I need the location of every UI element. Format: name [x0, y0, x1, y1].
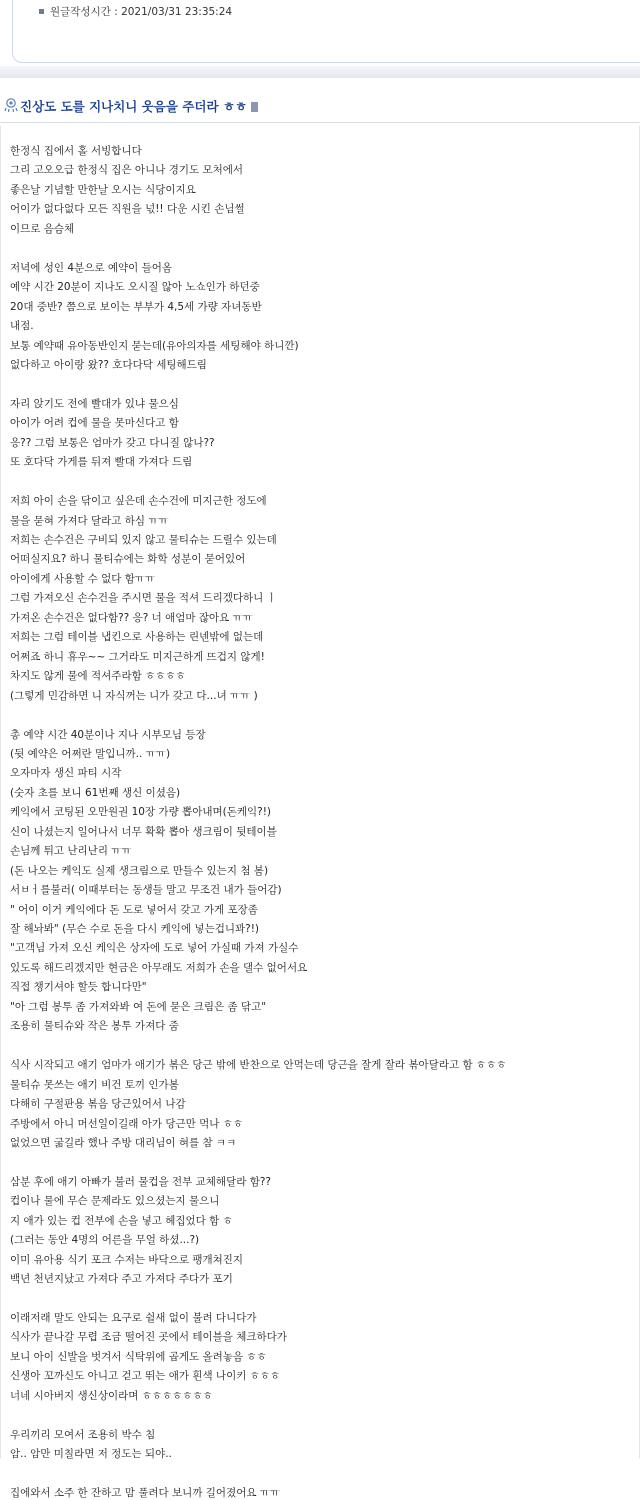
- post-line: " 어이 이거 케익에다 돈 도로 넣어서 갖고 가게 포장좀: [10, 903, 258, 916]
- post-line: 다해히 구절판용 볶음 당근있어서 나감: [10, 1098, 186, 1111]
- post-line: 식사가 끝나갈 무렵 조금 떨어진 곳에서 테이블을 체크하다가: [10, 1331, 287, 1344]
- post-line: 또 호다닥 가게를 뒤져 빨대 가져다 드림: [10, 456, 193, 469]
- post-line: 보니 아이 신발을 벗겨서 식탁위에 곱게도 올려놓음 ㅎㅎ: [10, 1350, 267, 1363]
- post-line: "고객님 가져 오신 케익은 상자에 도로 넣어 가실때 가져 가실수: [10, 942, 299, 955]
- post-line: 우리끼리 모여서 조용히 박수 침: [10, 1428, 156, 1441]
- post-line: 케익에서 코팅된 오만원권 10장 가량 뽑아내며(돈케익?!): [10, 806, 272, 819]
- post-line: 20대 중반? 쯤으로 보이는 부부가 4,5세 가량 자녀동반: [10, 300, 262, 313]
- post-line: 물티슈 못쓰는 애기 비건 토끼 인가봄: [10, 1078, 179, 1091]
- post-line: 조용히 물티슈와 작은 봉투 가져다 줌: [10, 1020, 179, 1033]
- original-post-time: 원글작성시간 : 2021/03/31 23:35:24: [50, 6, 233, 18]
- post-title-text: 진상도 도를 지나치니 웃음을 주더라 ㅎㅎ: [20, 99, 248, 114]
- post-line: 직접 챙기셔야 할듯 합니다만": [10, 981, 147, 994]
- post-line: 백년 천년지났고 가져다 주고 가져다 주다가 포기: [10, 1273, 233, 1286]
- post-line: 좋은날 기념할 만한날 오시는 식당이지요: [10, 183, 196, 196]
- post-line: 이므로 음슴체: [10, 222, 75, 235]
- post-line: 있도록 해드리겠지만 현금은 아무래도 저희가 손을 댈수 없어서요: [10, 961, 308, 974]
- post-line: 서ㅂㅓ를불러( 이때부터는 동생들 말고 무조건 내가 들어감): [10, 884, 282, 897]
- post-line: 저녁에 성인 4분으로 예약이 들어옴: [10, 261, 173, 274]
- post-line: 식사 시작되고 애기 엄마가 애기가 볶은 당근 밖에 반찬으로 안먹는데 당근을 잘게 잘라 볶아달라고 함 ㅎㅎㅎ: [10, 1059, 507, 1072]
- post-body: [0, 126, 640, 1500]
- post-line: 이래저래 말도 안되는 요구로 쉴새 없이 불려 다니다가: [10, 1312, 257, 1324]
- post-line: 어떠실지요? 하니 물티슈에는 화학 성분이 묻어있어: [10, 553, 246, 566]
- post-line: 물을 묻혀 가져다 달라고 하심 ㅠㅠ: [10, 514, 169, 527]
- post-line: (그러는 동안 4명의 어른을 무얼 하셨...?): [10, 1234, 200, 1247]
- post-title: [20, 97, 258, 115]
- post-line: 집에와서 소주 한 잔하고 맘 풀려다 보니까 길어졌어요 ㅠㅠ: [10, 1487, 281, 1500]
- post-line: 그리 고오오급 한정식 집은 아니나 경기도 모처에서: [10, 164, 244, 177]
- post-line: 오자마자 생신 파티 시작: [10, 767, 122, 780]
- post-line: 아이에게 사용할 수 없다 함ㅠㅠ: [10, 572, 156, 585]
- post-line: 가져온 손수건은 없다함?? 응? 너 애엄마 잖아요 ㅠㅠ: [10, 611, 253, 624]
- post-line: 보통 예약때 유아동반인지 묻는데(유아의자를 세팅해야 하니깐): [10, 339, 299, 352]
- post-line: "아 그럼 봉투 좀 가져와봐 여 돈에 묻은 크림은 좀 닦고": [10, 1000, 267, 1013]
- post-line: 주방에서 아니 머선일이길래 아가 당근만 먹나 ㅎㅎ: [10, 1117, 244, 1130]
- meta-row: [39, 4, 232, 19]
- post-line: 너네 시아버지 생신상이라며 ㅎㅎㅎㅎㅎㅎㅎ: [10, 1389, 213, 1402]
- post-line: 잘 해놔봐" (무슨 수로 돈을 다시 케익에 넣는겁니꽈?!): [10, 923, 260, 935]
- post-line: 어이가 없다없다 모든 직원을 넋!! 다운 시킨 손님썰: [10, 203, 245, 216]
- post-line: 한정식 집에서 홀 서빙합니다: [10, 145, 142, 157]
- post-line: 삼분 후에 애기 아빠가 불러 물컵을 전부 교체해달라 함??: [10, 1175, 271, 1188]
- attachment-icon: [251, 102, 258, 112]
- post-line: 지 애가 있는 컵 전부에 손을 넣고 헤집었다 함 ㅎ: [10, 1214, 233, 1227]
- post-line: (숫자 초를 보니 61번째 생신 이셨음): [10, 786, 181, 799]
- post-line: 저희는 손수건은 구비되 있지 않고 물티슈는 드릴수 있는데: [10, 534, 277, 546]
- section-divider: [0, 66, 640, 78]
- post-line: 차지도 않게 물에 적셔주라함 ㅎㅎㅎㅎ: [10, 670, 186, 683]
- bullet-icon: [39, 9, 44, 14]
- post-line: 없다하고 아이랑 왔?? 호다다닥 세팅해드림: [10, 358, 207, 371]
- post-line: 총 예약 시간 40분이나 지나 시부모님 등장: [10, 728, 206, 741]
- post-meta-box: [12, 0, 640, 63]
- post-line: 암.. 암만 미칠라면 저 정도는 되야..: [10, 1448, 172, 1461]
- post-line: 내점.: [10, 320, 34, 333]
- post-line: 저희 아이 손을 닦이고 싶은데 손수건에 미지근한 정도에: [10, 495, 267, 508]
- post-line: 손님께 튀고 난리난리 ㅠㅠ: [10, 845, 132, 858]
- post-line: 어쩌죠 하니 휴우~~ 그거라도 미지근하게 뜨겁지 않게!: [10, 650, 265, 663]
- post-line: (돈 나오는 케익도 실제 생크림으로 만들수 있는지 첨 봄): [10, 864, 269, 877]
- post-line: 컵이나 물에 무슨 문제라도 있으셨는지 물으니: [10, 1195, 220, 1208]
- post-line: 응?? 그럼 보통은 엄마가 갖고 다니질 않나??: [10, 436, 215, 449]
- post-line: 아이가 어려 컵에 물을 못마신다고 함: [10, 417, 179, 430]
- post-line: (그렇게 민감하면 니 자식꺼는 니가 갖고 다...녀 ㅠㅠ ): [10, 689, 258, 702]
- speaker-icon: [3, 97, 19, 113]
- post-line: 신생아 꼬까신도 아니고 걷고 뛰는 애가 흰색 나이키 ㅎㅎㅎ: [10, 1370, 281, 1383]
- post-line: 이미 유아용 식기 포크 수저는 바닥으로 팽개쳐진지: [10, 1253, 244, 1266]
- post-line: 예약 시간 20분이 지나도 오시질 않아 노쇼인가 하던중: [10, 281, 260, 294]
- post-line: 자리 앉기도 전에 빨대가 있냐 물으심: [10, 397, 179, 410]
- post-line: 없었으면 굶길라 했나 주방 대리님이 혀를 참 ㅋㅋ: [10, 1136, 237, 1149]
- post-title-bar: [0, 90, 640, 123]
- post-line: 그럼 가져오신 손수건을 주시면 물을 적셔 드리겠다하니 ㅣ: [10, 592, 277, 605]
- post-line: 신이 나셨는지 일어나서 너무 확확 뽑아 생크림이 뒷테이블: [10, 825, 277, 838]
- post-line: (뒷 예약은 어쩌란 말입니까.. ㅠㅠ): [10, 747, 171, 760]
- post-line: 저희는 그럼 테이블 냅킨으로 사용하는 린넨밖에 없는데: [10, 631, 264, 644]
